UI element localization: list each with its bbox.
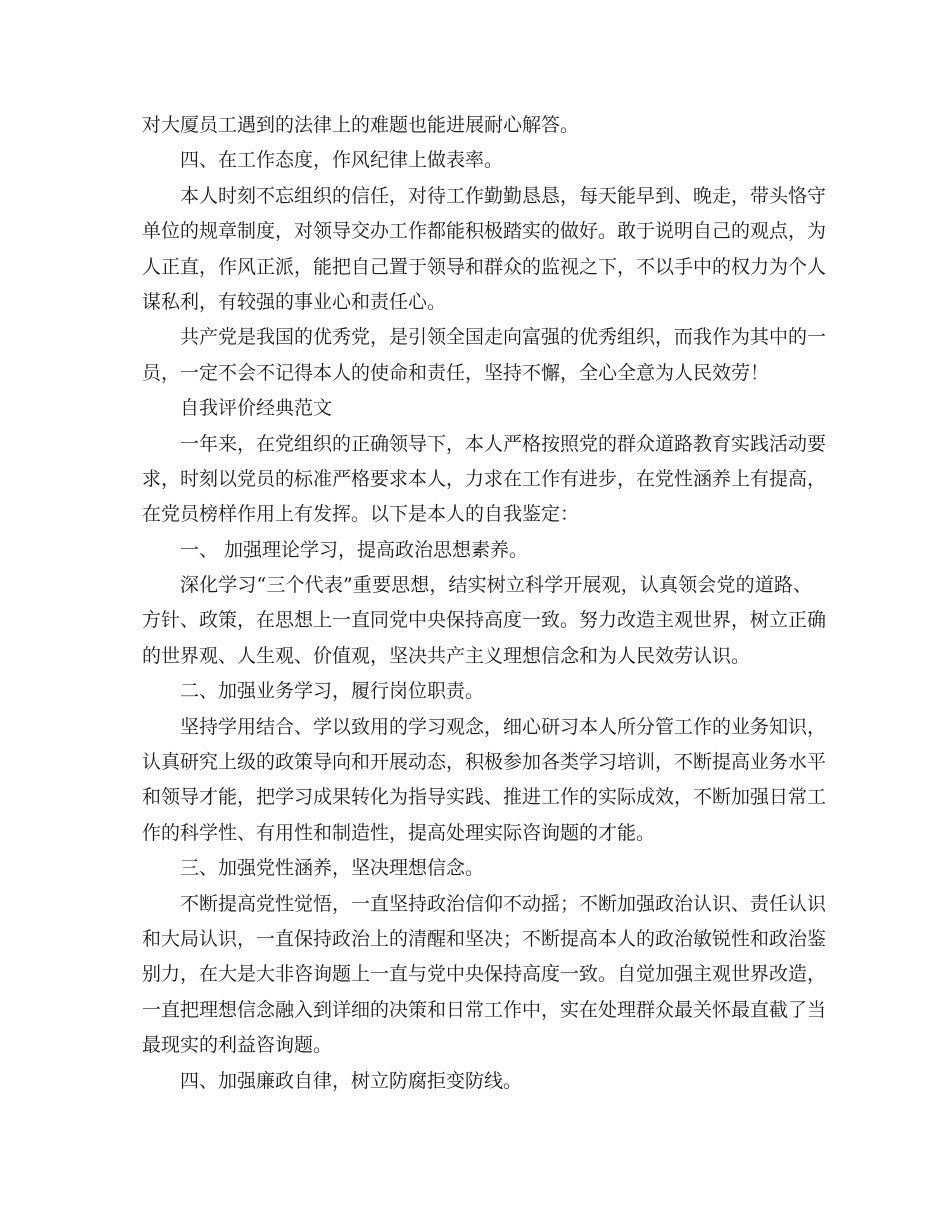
text-line: 别力，在大是大非咨询题上一直与党中央保持高度一致。自觉加强主观世界改造， <box>142 963 827 986</box>
text-line: 四、加强廉政自律，树立防腐拒变防线。 <box>180 1069 523 1092</box>
text-line: 求，时刻以党员的标准严格要求本人，力求在工作有进步，在党性涵养上有提高， <box>142 467 827 490</box>
text-line: 坚持学用结合、学以致用的学习观念，细心研习本人所分管工作的业务知识， <box>180 715 827 738</box>
document-body <box>142 108 827 1099</box>
text-line: 最现实的利益咨询题。 <box>142 1034 333 1057</box>
text-line: 人正直，作风正派，能把自己置于领导和群众的监视之下，不以手中的权力为个人 <box>142 255 827 278</box>
text-line: 一、 加强理论学习，提高政治思想素养。 <box>180 538 529 561</box>
text-line: 自我评价经典范文 <box>180 397 333 420</box>
text-line: 对大厦员工遇到的法律上的难题也能进展耐心解答。 <box>142 114 580 136</box>
text-line: 谋私利，有较强的事业心和责任心。 <box>142 290 447 313</box>
text-line: 共产党是我国的优秀党，是引领全国走向富强的优秀组织，而我作为其中的一 <box>180 326 827 349</box>
text-line: 不断提高党性觉悟，一直坚持政治信仰不动摇；不断加强政治认识、责任认识 <box>180 892 827 915</box>
text-line: 一年来，在党组织的正确领导下，本人严格按照党的群众道路教育实践活动要 <box>180 432 827 455</box>
text-line: 二、加强业务学习，履行岗位职责。 <box>180 680 485 703</box>
text-line: 认真研究上级的政策导向和开展动态，积极参加各类学习培训，不断提高业务水平 <box>142 751 827 774</box>
text-line: 三、加强党性涵养，坚决理想信念。 <box>180 857 485 880</box>
text-line: 的世界观、人生观、价值观，坚决共产主义理想信念和为人民效劳认识。 <box>142 644 751 667</box>
text-line: 一直把理想信念融入到详细的决策和日常工作中，实在处理群众最关怀最直截了当 <box>142 998 827 1021</box>
text-line: 和领导才能，把学习成果转化为指导实践、推进工作的实际成效，不断加强日常工 <box>142 786 827 809</box>
text-line: 作的科学性、有用性和制造性，提高处理实际咨询题的才能。 <box>142 821 656 844</box>
text-line: 本人时刻不忘组织的信任，对待工作勤勤恳恳，每天能早到、晚走，带头恪守 <box>180 184 827 207</box>
text-line: 方针、政策，在思想上一直同党中央保持高度一致。努力改造主观世界，树立正确 <box>142 609 827 632</box>
text-line: 单位的规章制度，对领导交办工作都能积极踏实的做好。敢于说明自己的观点，为 <box>142 220 827 243</box>
text-line: 和大局认识，一直保持政治上的清醒和坚决；不断提高本人的政治敏锐性和政治鉴 <box>142 927 827 950</box>
text-line: 四、在工作态度，作风纪律上做表率。 <box>180 149 504 172</box>
text-line: 深化学习“三个代表”重要思想，结实树立科学开展观，认真领会党的道路、 <box>180 574 812 597</box>
text-line: 员，一定不会不记得本人的使命和责任，坚持不懈，全心全意为人民效劳！ <box>142 361 770 384</box>
text-line: 在党员榜样作用上有发挥。以下是本人的自我鉴定： <box>142 503 580 526</box>
